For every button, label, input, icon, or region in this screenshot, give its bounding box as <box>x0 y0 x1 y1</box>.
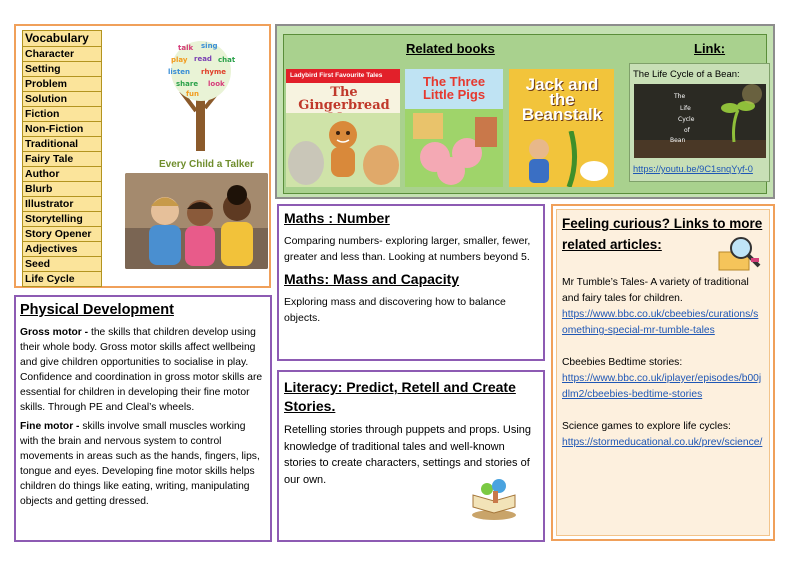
maths-number-title: Maths : Number <box>284 210 390 226</box>
vocab-word: Traditional <box>23 137 102 152</box>
related-books-panel <box>275 24 775 199</box>
vocabulary-panel <box>14 24 271 288</box>
fine-motor-text: skills involve small muscles working with the brain and nervous system to control movements in areas such as the hands, fingers, lips, tongue and eyes. Developing fine motor skills helps children do things like eating, writing, manipulating objects and getting dressed. <box>20 421 260 507</box>
vocab-word: Character <box>23 47 102 62</box>
vocab-word: Story Opener <box>23 227 102 242</box>
book-title-gingerbread: The Gingerbread <box>298 85 390 113</box>
vocab-word: Life Cycle <box>23 272 102 287</box>
book-gingerbread-man <box>286 69 400 187</box>
video-caption: The Life Cycle of a Bean: <box>633 69 740 80</box>
svg-text:look: look <box>208 80 225 88</box>
svg-text:listen: listen <box>168 68 191 76</box>
children-photo <box>125 173 268 269</box>
vocab-word: Seed <box>23 257 102 272</box>
svg-text:read: read <box>194 55 212 63</box>
thumb-word: Cycle <box>678 116 695 123</box>
bean-sprout-image <box>634 84 766 158</box>
fine-motor-label: Fine motor - <box>20 421 80 432</box>
gross-motor-text: the skills that children develop using their whole body. Gross motor skills affect wellbeing and give children opportunities to socialise in play. Confidence and coordination in gross motor skills are essential for children in developing their fine motor skills. Through PE and Cleal’s wheels. <box>20 327 263 413</box>
literacy-text: Retelling stories through puppets and props. Using knowledge of traditional tales and well-known stories to create characters, settings and stories of our own. <box>284 424 532 486</box>
svg-text:share: share <box>176 80 199 88</box>
related-books-inner <box>283 34 767 194</box>
vocab-word: Problem <box>23 77 102 92</box>
curious-item-2 <box>562 355 764 403</box>
curious-item-2-text: Cbeebies Bedtime stories: <box>562 357 683 368</box>
curious-links-inner <box>556 209 770 536</box>
video-link-panel <box>629 63 770 182</box>
jack-illustration <box>509 131 614 187</box>
thumb-word: Life <box>680 105 691 112</box>
vocab-word: Blurb <box>23 182 102 197</box>
literacy-title: Literacy: Predict, Retell and Create Stories. <box>284 379 516 414</box>
thumb-word: of <box>684 127 690 134</box>
svg-text:fun: fun <box>186 90 200 98</box>
talker-tree-logo <box>146 36 256 156</box>
vocab-word: Fiction <box>23 107 102 122</box>
book-title-jack: Jack and the Beanstalk <box>521 75 603 124</box>
vocab-word: Setting <box>23 62 102 77</box>
curious-title: Feeling curious? Links to more related articles: <box>562 216 763 252</box>
vocabulary-heading: Vocabulary <box>23 31 102 47</box>
svg-text:talk: talk <box>178 44 194 52</box>
vocab-word: Solution <box>23 92 102 107</box>
curious-item-2-link[interactable]: https://www.bbc.co.uk/iplayer/episodes/b00jdlm2/cbeebies-bedtime-stories <box>562 373 762 400</box>
link-title: Link: <box>694 41 726 56</box>
related-books-title: Related books <box>406 41 495 56</box>
vocab-word: Illustrator <box>23 197 102 212</box>
curious-item-1-link[interactable]: https://www.bbc.co.uk/cbeebies/curations/something-special-mr-tumble-tales <box>562 309 759 336</box>
physical-development-title: Physical Development <box>20 302 174 318</box>
video-thumbnail[interactable] <box>634 84 766 158</box>
curious-item-1 <box>562 275 764 339</box>
svg-text:sing: sing <box>201 42 218 50</box>
curious-item-3-text: Science games to explore life cycles: <box>562 421 731 432</box>
pigs-illustration <box>405 109 503 187</box>
fine-motor-paragraph <box>20 419 266 509</box>
vocab-word: Fairy Tale <box>23 152 102 167</box>
thumb-word: Bean <box>670 137 686 144</box>
vocab-word: Storytelling <box>23 212 102 227</box>
literacy-panel <box>277 370 545 542</box>
curious-links-panel <box>551 204 775 541</box>
svg-text:rhyme: rhyme <box>201 68 227 76</box>
gingerbread-illustration <box>286 113 400 187</box>
maths-number-text: Comparing numbers- exploring larger, smaller, fewer, greater and less than. Looking at numbers beyond 5. <box>284 235 531 263</box>
gross-motor-paragraph <box>20 325 266 415</box>
thumb-word: The <box>674 93 686 100</box>
maths-mass-title: Maths: Mass and Capacity <box>284 271 460 287</box>
storybook-icon <box>469 477 519 521</box>
book-series-banner: Ladybird First Favourite Tales <box>286 69 400 83</box>
video-url-link[interactable]: https://youtu.be/9C1snqYyf-0 <box>633 164 753 174</box>
vocab-word: Non-Fiction <box>23 122 102 137</box>
curious-item-3 <box>562 419 764 451</box>
book-title-pigs: The Three Little Pigs <box>422 74 486 102</box>
book-jack-and-the-beanstalk <box>509 69 614 187</box>
gross-motor-label: Gross motor - <box>20 327 89 338</box>
book-three-little-pigs <box>405 69 503 187</box>
magnifying-glass-icon <box>715 234 763 274</box>
physical-development-panel <box>14 295 272 542</box>
svg-text:play: play <box>171 56 188 64</box>
svg-text:chat: chat <box>218 56 236 64</box>
vocab-word: Adjectives <box>23 242 102 257</box>
vocab-word: Author <box>23 167 102 182</box>
maths-panel <box>277 204 545 361</box>
curious-item-1-text: Mr Tumble’s Tales- A variety of traditional and fairy tales for children. <box>562 277 749 304</box>
talker-logo-text: Every Child a Talker <box>159 159 254 170</box>
curious-item-3-link[interactable]: https://stormeducational.co.uk/prev/science/ <box>562 437 763 448</box>
vocabulary-table <box>22 30 102 287</box>
maths-mass-text: Exploring mass and discovering how to balance objects. <box>284 296 506 324</box>
